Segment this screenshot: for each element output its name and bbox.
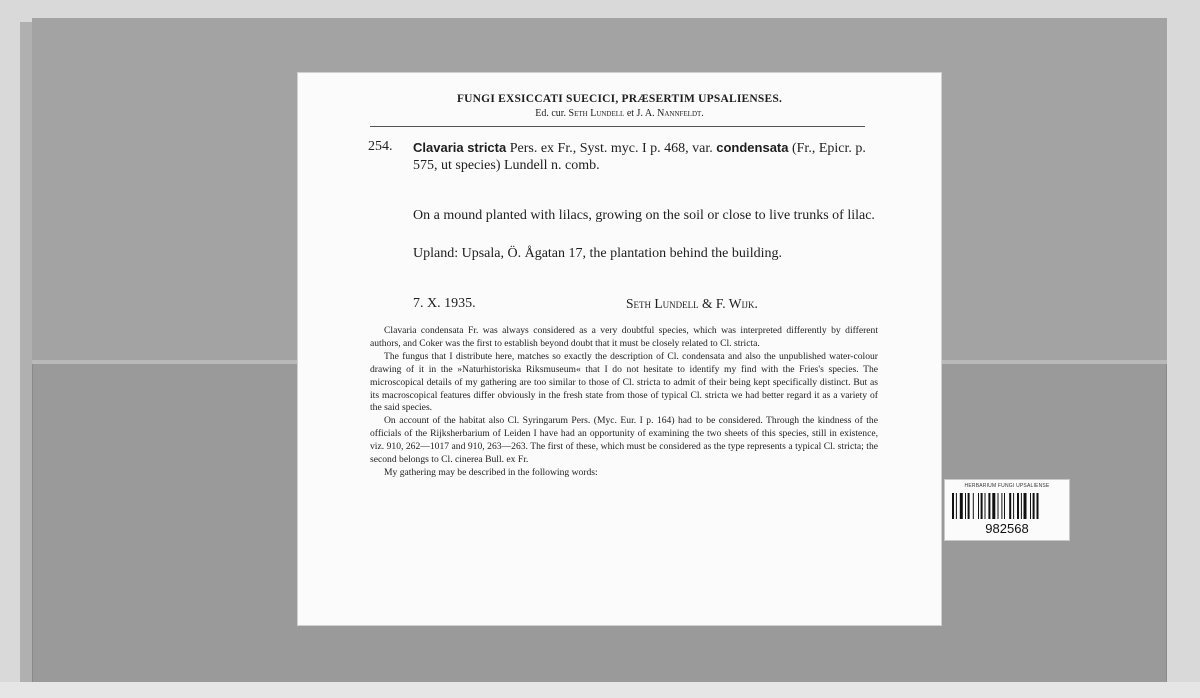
barcode-bar (998, 493, 999, 519)
note-paragraph: On account of the habitat also Cl. Syringarum Pers. (Myc. Eur. I p. 164) had to be considered. Through the kindness of the officials of the Rijksherbarium of Leiden I have had an opportunity of examining the two sheets of this species, still in existence, viz. 910, 262—1017 and 910, 263—263. The first of these, which must be considered as the type represents a typical Cl. stricta; the second belongs to Cl. cinerea Bull. ex Fr. (370, 415, 878, 466)
barcode-bar (1030, 493, 1031, 519)
table-surface (0, 682, 1200, 698)
header-rule (370, 126, 865, 127)
editor-2: J. A. Nannfeldt. (636, 108, 704, 119)
editors-line (298, 108, 941, 119)
barcode-bar (1037, 493, 1039, 519)
species-authority: Pers. ex Fr., Syst. myc. I p. 468, var. (506, 141, 713, 156)
variety-authority: (Fr., Epicr. p. 575, ut species) Lundell n. comb. (413, 141, 866, 173)
barcode-bar (965, 493, 966, 519)
exsiccata-label (298, 73, 941, 625)
barcode-bar (992, 493, 995, 519)
barcode-bars (952, 493, 1062, 519)
species-citation (413, 139, 873, 174)
collectors: Seth Lundell & F. Wijk. (626, 296, 758, 311)
barcode-bar (960, 493, 963, 519)
editors-prefix: Ed. cur. (535, 108, 567, 119)
editor-1: Seth Lundell (568, 108, 625, 119)
collection-date: 7. X. 1935. (413, 296, 476, 311)
barcode-bar (988, 493, 990, 519)
barcode-bar (968, 493, 970, 519)
barcode-bar (1001, 493, 1002, 519)
series-title: FUNGI EXSICCATI SUECICI, PRÆSERTIM UPSALIENSES. (456, 93, 783, 105)
habitat-text: On a mound planted with lilacs, growing on the soil or close to live trunks of lilac. (413, 208, 875, 223)
barcode-bar (1024, 493, 1027, 519)
barcode-label (945, 480, 1069, 540)
barcode-bar (985, 493, 986, 519)
barcode-bar (952, 493, 954, 519)
notes-block (370, 325, 878, 480)
note-paragraph: The fungus that I distribute here, matches so exactly the description of Cl. condensata and also the unpublished water-colour drawing of it in the »Naturhistoriska Riksmuseum« that I do not hesitate to identify my find with the Fries's species. The microscopical details of my gathering are too similar to those of Cl. stricta to admit of their being kept specifically distinct. But as its macroscopical features differ obviously in the fresh state from those of typical Cl. stricta we had better regard it as a variety of the said species. (370, 350, 878, 414)
barcode-bar (978, 493, 979, 519)
editors-et: et (626, 108, 635, 119)
note-paragraph: My gathering may be described in the following words: (384, 466, 598, 478)
barcode-bar (1013, 493, 1014, 519)
barcode-bar (956, 493, 957, 519)
barcode-institution: HERBARIUM FUNGI UPSALIENSE (964, 483, 1050, 489)
locality-text: Upland: Upsala, Ö. Ågatan 17, the plantation behind the building. (413, 246, 782, 261)
barcode-bar (1017, 493, 1019, 519)
variety-name: condensata (716, 140, 789, 155)
barcode-bar (1033, 493, 1035, 519)
species-name: Clavaria stricta (413, 140, 507, 155)
note-paragraph: Clavaria condensata Fr. was always considered as a very doubtful species, which was interpreted differently by different authors, and Coker was the first to establish beyond doubt that it must be closely related to Cl. stricta. (370, 325, 878, 349)
barcode-number: 982568 (985, 521, 1029, 536)
barcode-bar (981, 493, 983, 519)
barcode-bar (1021, 493, 1022, 519)
barcode-bar (1004, 493, 1005, 519)
barcode-bar (973, 493, 974, 519)
specimen-number: 254. (368, 139, 393, 154)
barcode-bar (1009, 493, 1011, 519)
